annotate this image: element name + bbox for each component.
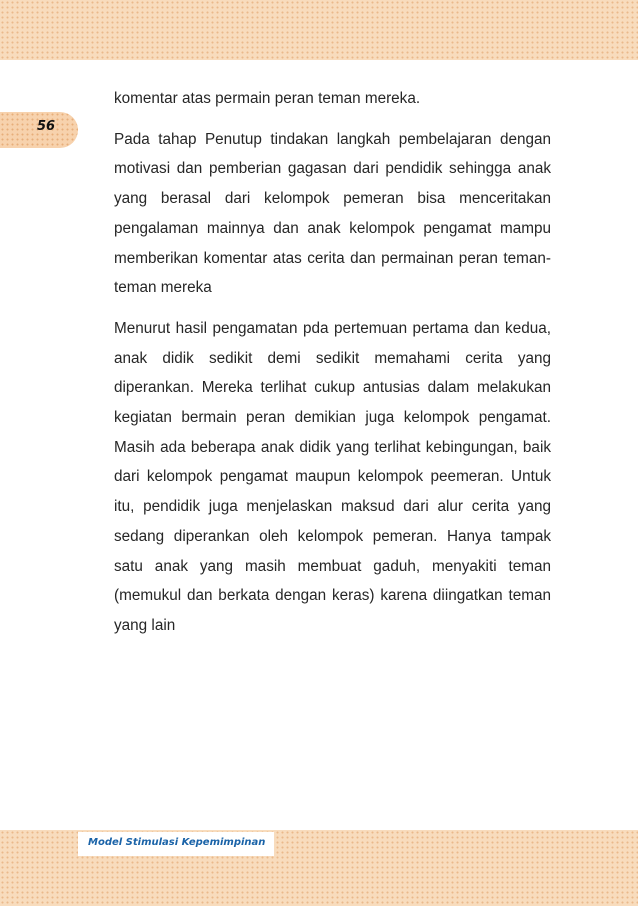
paragraph-observation: Menurut hasil pengamatan pda pertemuan pertama dan kedua, anak didik sedikit demi sedikit memahami cerita yang diperankan. Mereka terlihat cukup antusias dalam melakukan kegiatan bermain peran demikian juga kelompok pengamat. Masih ada beberapa anak didik yang terlihat kebingungan, baik dari kelompok pengamat maupun kelompok peemeran. Untuk itu, pendidik juga menjelaskan maksud dari alur cerita yang sedang diperankan oleh kelompok pemeran. Hanya tampak satu anak yang masih membuat gaduh, menyakiti teman (memukul dan berkata dengan keras) karena diingatkan teman yang lain <box>114 319 551 634</box>
top-decorative-band <box>0 0 638 60</box>
page-number: 56 <box>37 119 56 134</box>
footer-book-title: Model Stimulasi Kepemimpinan <box>88 837 266 848</box>
body-text <box>114 84 551 641</box>
paragraph-continuation: komentar atas permain peran teman mereka. <box>114 90 421 107</box>
paragraph-penutup: Pada tahap Penutup tindakan langkah pembelajaran dengan motivasi dan pemberian gagasan dari pendidik sehingga anak yang berasal dari kelompok pemeran bisa menceritakan pengalaman mainnya dan anak kelompok pengamat mampu memberikan komentar atas cerita dan permainan peran teman-teman mereka <box>114 130 551 297</box>
